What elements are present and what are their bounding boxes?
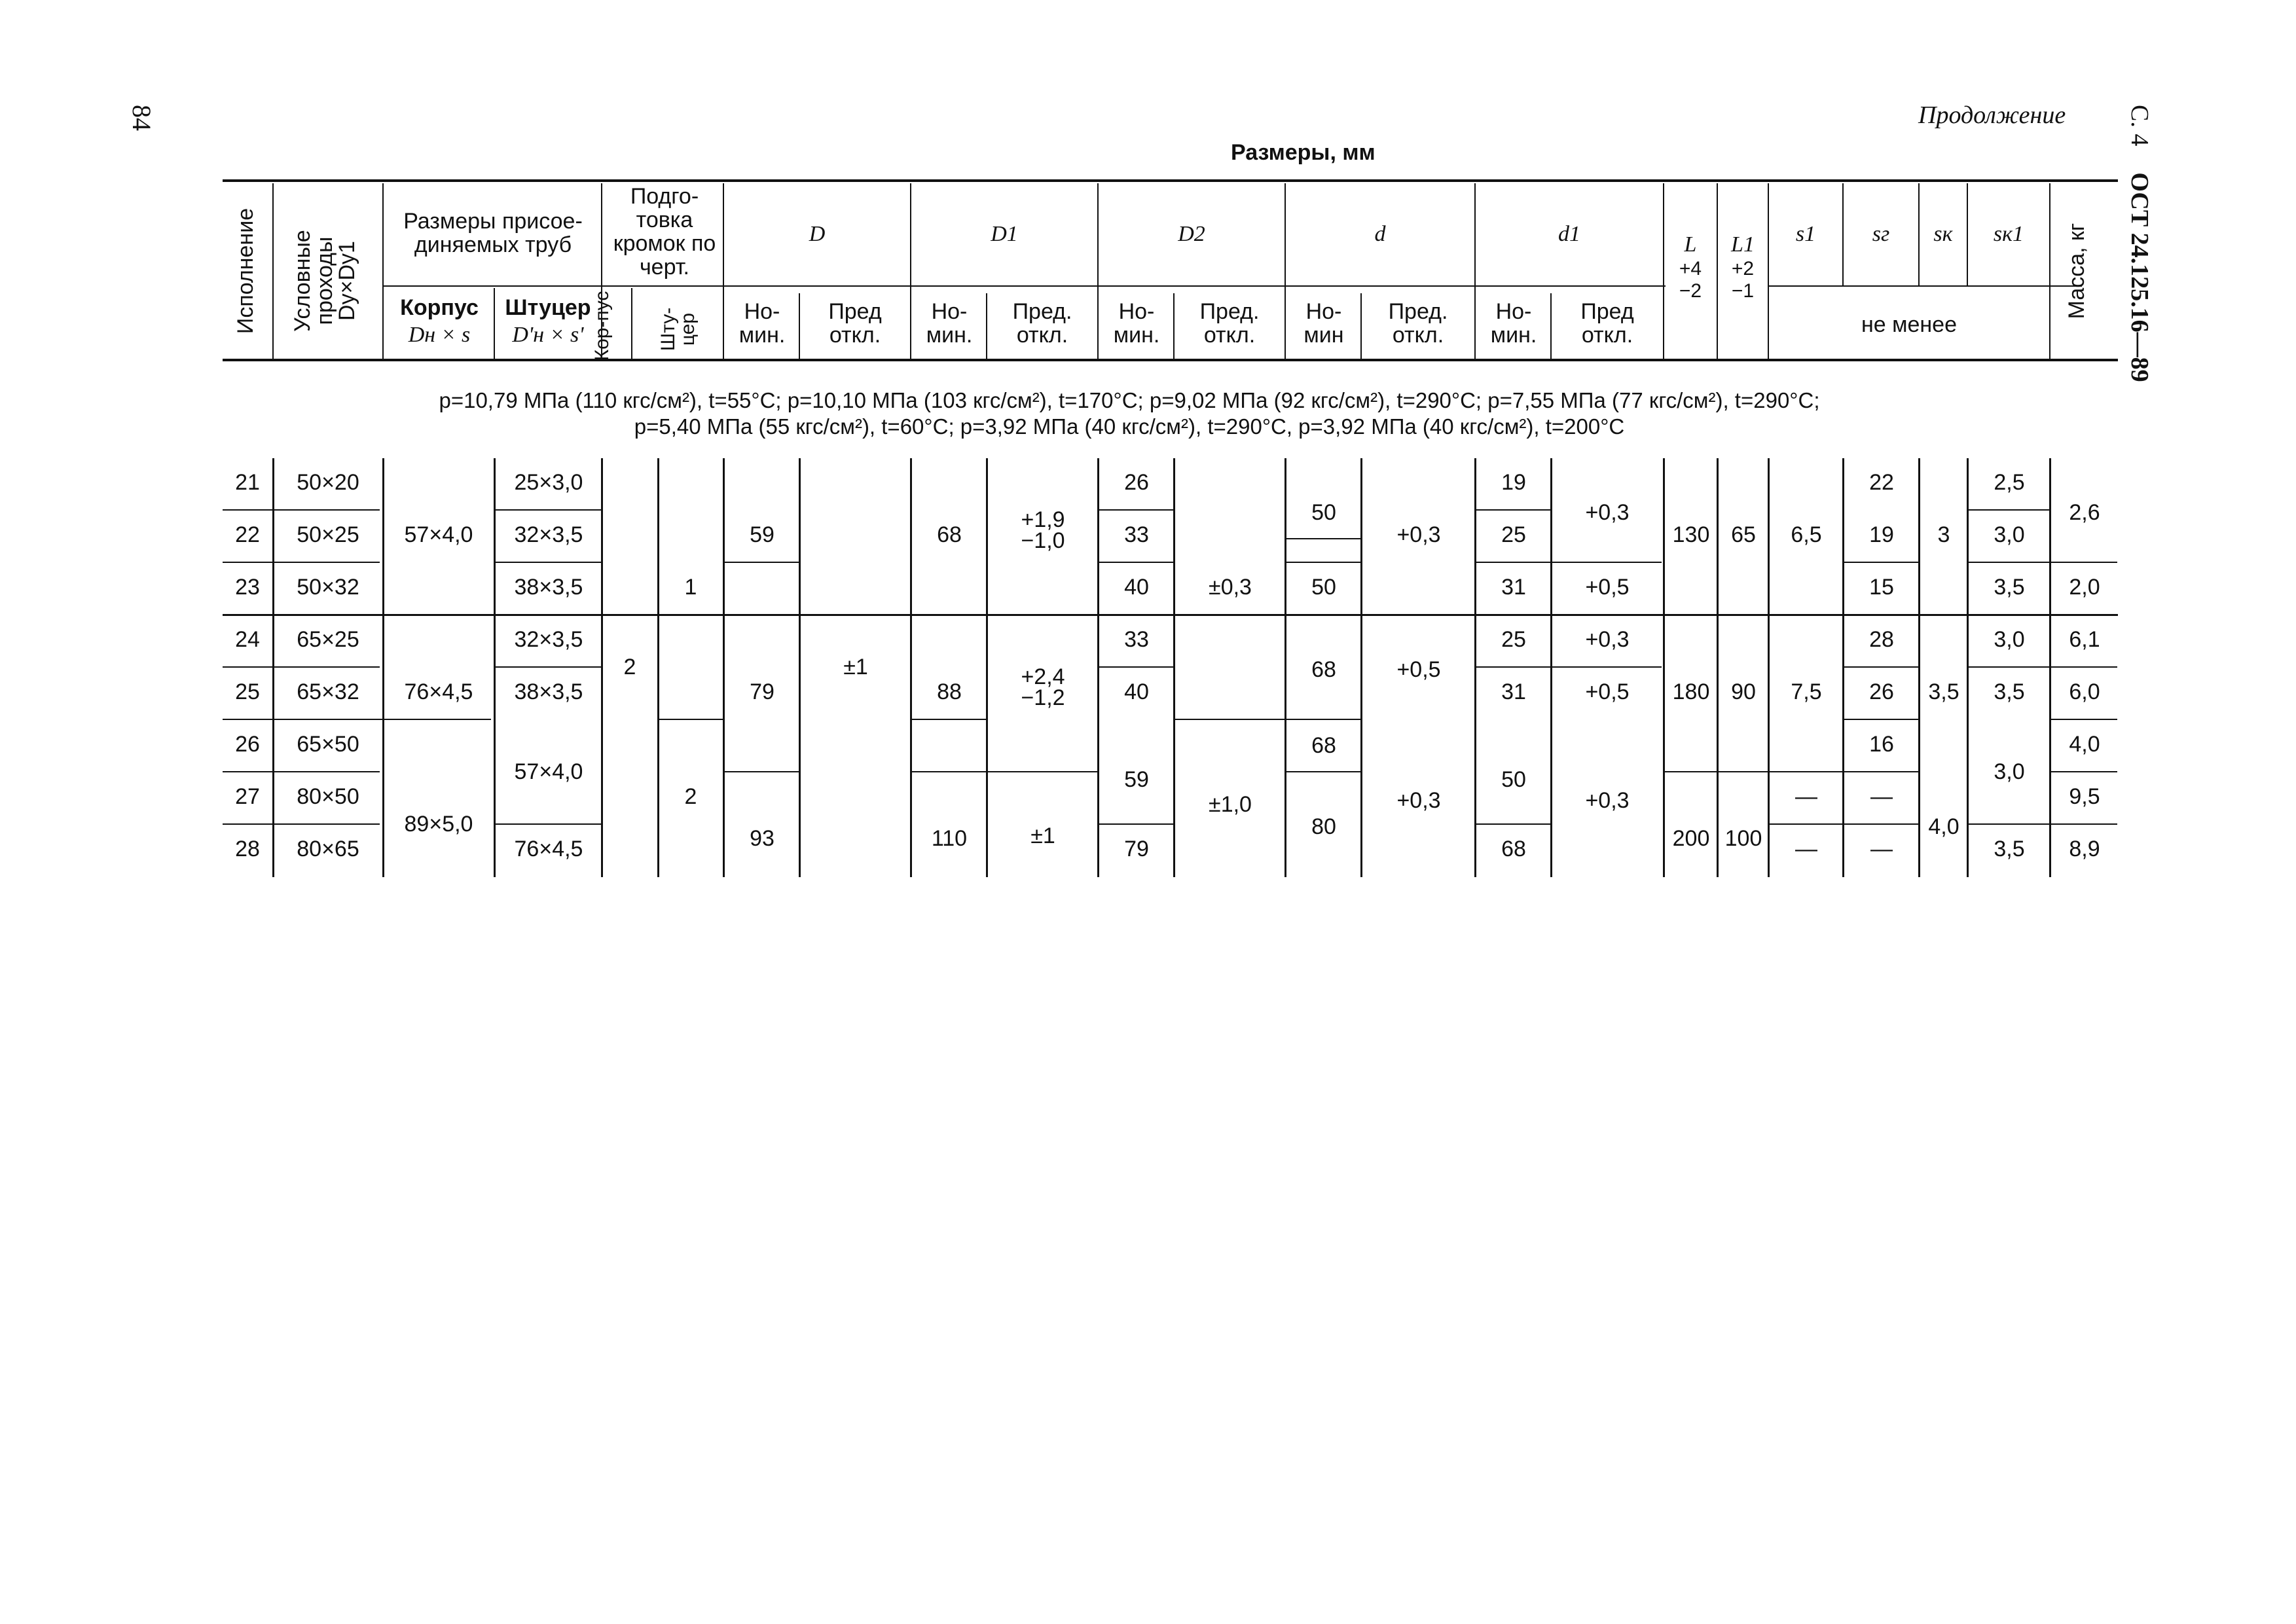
- row-22-dy: 50×25: [297, 522, 359, 547]
- row-23-dy: 50×32: [297, 575, 359, 600]
- s1-dash-27: —: [1795, 784, 1817, 809]
- row-23-sk1: 3,5: [1994, 575, 2025, 600]
- row-24-sk1: 3,0: [1994, 627, 2025, 652]
- row-21-shtucer: 25×3,0: [514, 470, 583, 495]
- row-26-number: 26: [235, 732, 260, 757]
- header-D2: D2: [1178, 222, 1205, 246]
- D-nom-c: 93: [750, 826, 774, 851]
- row-21-sg: 22: [1869, 470, 1894, 495]
- L-b: 180: [1672, 679, 1710, 704]
- header-ispolnenie: Исполнение: [233, 208, 258, 334]
- header-shtu-cer: Шту-цер: [657, 307, 699, 352]
- header-shtucer-sub: D'н × s': [512, 323, 584, 347]
- d-nom-c2: 80: [1311, 814, 1336, 839]
- D1-tol-a-lower: −1,0: [1021, 528, 1065, 553]
- L-c: 200: [1672, 826, 1710, 851]
- header-D-nom: Но-мин.: [738, 299, 786, 348]
- row-22-sk1: 3,0: [1994, 522, 2025, 547]
- header-d: d: [1374, 222, 1386, 246]
- d-nom-a2: 50: [1311, 575, 1336, 600]
- korpus-group-b: 76×4,5: [404, 679, 473, 704]
- row-22-number: 22: [235, 522, 260, 547]
- L-a: 130: [1672, 522, 1710, 547]
- row-25-D2: 40: [1124, 679, 1149, 704]
- header-korpus-sub: Dн × s: [408, 323, 471, 347]
- row-26-dy: 65×50: [297, 732, 359, 757]
- row-25-sk1: 3,5: [1994, 679, 2025, 704]
- header-d1-pred: Пред откл.: [1580, 299, 1634, 348]
- header-D1-pred: Пред. откл.: [1012, 299, 1072, 348]
- sk-b: 3,5: [1928, 679, 1959, 704]
- header-ne-menee: не менее: [1861, 312, 1957, 337]
- row-24-d1: 25: [1501, 627, 1526, 652]
- conditions-line-1: p=10,79 МПа (110 кгс/см²), t=55°C; p=10,10 МПа (103 кгс/см²), t=170°C; p=9,02 МПа (92 кгс/см²), t=290°C; p=7,55 МПа (77 кгс/см²), t=290°C;: [439, 388, 1820, 412]
- row-21-D2: 26: [1124, 470, 1149, 495]
- d1-tol-c: +0,3: [1585, 788, 1630, 813]
- D1-tol-c: ±1: [1030, 823, 1055, 848]
- page-number: 84: [127, 105, 156, 131]
- row-24-sg: 28: [1869, 627, 1894, 652]
- header-d1: d1: [1558, 222, 1580, 246]
- header-D2-pred: Пред. откл.: [1199, 299, 1260, 348]
- s1-dash-28: —: [1795, 837, 1817, 861]
- row-23-shtucer: 38×3,5: [514, 575, 583, 600]
- row-25-shtucer: 38×3,5: [514, 679, 583, 704]
- header-top-rule: [223, 179, 2118, 182]
- row-26-mass: 4,0: [2069, 732, 2100, 757]
- header-uslovnye: Условные проходы Dy×Dy1: [290, 230, 359, 332]
- D2-tol-b: ±1,0: [1209, 792, 1252, 817]
- header-D1: D1: [991, 222, 1018, 246]
- D1-tol-a-upper: +1,9: [1021, 507, 1065, 532]
- korpus-group-c: 89×5,0: [404, 812, 473, 837]
- row-28-number: 28: [235, 837, 260, 861]
- D1-nom-a: 68: [937, 522, 962, 547]
- d-nom-a: 50: [1311, 500, 1336, 525]
- mass-a: 2,6: [2069, 500, 2100, 525]
- header-D-pred: Пред откл.: [828, 299, 882, 348]
- header-L1-tol: +2 −1: [1731, 258, 1755, 302]
- header-d-nom: Но-мин: [1303, 299, 1344, 348]
- header-sk1: sк1: [1993, 222, 2024, 246]
- header-D: D: [809, 222, 826, 246]
- standard-designation: ОСТ 24.125.16—89: [2126, 172, 2153, 382]
- row-24-shtucer: 32×3,5: [514, 627, 583, 652]
- header-sk: sк: [1933, 222, 1953, 246]
- D1-tol-a: [989, 509, 1097, 551]
- d1-tol-25: +0,5: [1585, 679, 1630, 704]
- sg-dash-27: —: [1870, 784, 1893, 809]
- D-nom-a: 59: [750, 522, 774, 547]
- header-d-pred: Пред. откл.: [1388, 299, 1448, 348]
- row-24-number: 24: [235, 627, 260, 652]
- edge-shtucer-a: 1: [684, 575, 697, 600]
- header-massa: Масса, кг: [2064, 223, 2089, 319]
- row-23-number: 23: [235, 575, 260, 600]
- edge-shtucer-b: 2: [684, 784, 697, 809]
- row-25-dy: 65×32: [297, 679, 359, 704]
- row-28-mass: 8,9: [2069, 837, 2100, 861]
- d-tol-a: +0,3: [1396, 522, 1441, 547]
- d1-tol-23: +0,5: [1585, 575, 1630, 600]
- table-title: Размеры, мм: [1231, 140, 1376, 165]
- header-sg: sг: [1872, 222, 1890, 246]
- sk-a: 3: [1937, 522, 1950, 547]
- continuation-label: Продолжение: [1918, 101, 2066, 129]
- header-L: L: [1684, 232, 1697, 257]
- row-28-shtucer: 76×4,5: [514, 837, 583, 861]
- d-nom-c1: 68: [1311, 733, 1336, 758]
- korpus-group-a: 57×4,0: [404, 522, 473, 547]
- D1-tol-b-upper: +2,4: [1021, 664, 1065, 689]
- row-28-sk1: 3,5: [1994, 837, 2025, 861]
- row-21-number: 21: [235, 470, 260, 495]
- s1-b: 7,5: [1791, 679, 1822, 704]
- operating-conditions: [223, 388, 2036, 440]
- row-28-dy: 80×65: [297, 837, 359, 861]
- sk-c: 4,0: [1928, 814, 1959, 839]
- D-tolerance: ±1: [843, 655, 868, 679]
- D-nom-b: 79: [750, 679, 774, 704]
- header-korpus: Корпус: [400, 295, 479, 320]
- standard-code: [2125, 105, 2154, 382]
- header-L1: L1: [1731, 232, 1755, 257]
- row-23-d1: 31: [1501, 575, 1526, 600]
- d1-tol-24: +0,3: [1585, 627, 1630, 652]
- d1-50: 50: [1501, 767, 1526, 792]
- d-tol-b: +0,5: [1396, 657, 1441, 682]
- header-L-tol: +4 −2: [1679, 258, 1702, 302]
- sg-dash-28: —: [1870, 837, 1893, 861]
- row-27-number: 27: [235, 784, 260, 809]
- row-25-number: 25: [235, 679, 260, 704]
- row-23-D2: 40: [1124, 575, 1149, 600]
- header-podgotovka: Подго-товка кромок по черт.: [613, 184, 716, 280]
- s1-a: 6,5: [1791, 522, 1822, 547]
- row-24-mass: 6,1: [2069, 627, 2100, 652]
- row-22-sg: 19: [1869, 522, 1894, 547]
- D1-nom-b: 88: [937, 679, 962, 704]
- header-D2-nom: Но-мин.: [1113, 299, 1160, 348]
- row-23-mass: 2,0: [2069, 575, 2100, 600]
- D1-tol-b: [989, 666, 1097, 708]
- L1-a: 65: [1731, 522, 1756, 547]
- edge-korpus: 2: [623, 655, 636, 679]
- D1-tol-b-lower: −1,2: [1021, 685, 1065, 710]
- sk1-26-27: 3,0: [1994, 759, 2025, 784]
- standard-page: С. 4: [2126, 105, 2153, 147]
- header-razmery-trub: Размеры присое-диняемых труб: [403, 209, 583, 257]
- row-22-d1: 25: [1501, 522, 1526, 547]
- row-24-D2: 33: [1124, 627, 1149, 652]
- header-kor-pus: Кор-пус: [591, 291, 613, 361]
- row-25-sg: 26: [1869, 679, 1894, 704]
- row-21-dy: 50×20: [297, 470, 359, 495]
- row-21-d1: 19: [1501, 470, 1526, 495]
- D2-59: 59: [1124, 767, 1149, 792]
- header-s1: s1: [1795, 222, 1816, 246]
- d1-tol-a: +0,3: [1585, 500, 1630, 525]
- header-shtucer: Штуцер: [505, 295, 591, 320]
- row-28-D2: 79: [1124, 837, 1149, 861]
- d-tol-c: +0,3: [1396, 788, 1441, 813]
- row-28-d1: 68: [1501, 837, 1526, 861]
- row-24-dy: 65×25: [297, 627, 359, 652]
- conditions-line-2: p=5,40 МПа (55 кгс/см²), t=60°C; p=3,92 МПа (40 кгс/см²), t=290°C, p=3,92 МПа (40 кгс/см²), t=200°C: [634, 414, 1625, 439]
- row-27-mass: 9,5: [2069, 784, 2100, 809]
- header-bottom-rule: [223, 359, 2118, 361]
- row-27-dy: 80×50: [297, 784, 359, 809]
- d-nom-b: 68: [1311, 657, 1336, 682]
- row-22-shtucer: 32×3,5: [514, 522, 583, 547]
- L1-b: 90: [1731, 679, 1756, 704]
- header-d1-nom: Но-мин.: [1490, 299, 1537, 348]
- L1-c: 100: [1724, 826, 1762, 851]
- header-D1-nom: Но-мин.: [926, 299, 973, 348]
- shtucer-26-27: 57×4,0: [514, 759, 583, 784]
- D1-nom-c: 110: [931, 826, 968, 851]
- row-21-sk1: 2,5: [1994, 470, 2025, 495]
- row-22-D2: 33: [1124, 522, 1149, 547]
- row-25-mass: 6,0: [2069, 679, 2100, 704]
- row-26-sg: 16: [1869, 732, 1894, 757]
- row-25-d1: 31: [1501, 679, 1526, 704]
- D2-tol-a: ±0,3: [1209, 575, 1252, 600]
- row-23-sg: 15: [1869, 575, 1894, 600]
